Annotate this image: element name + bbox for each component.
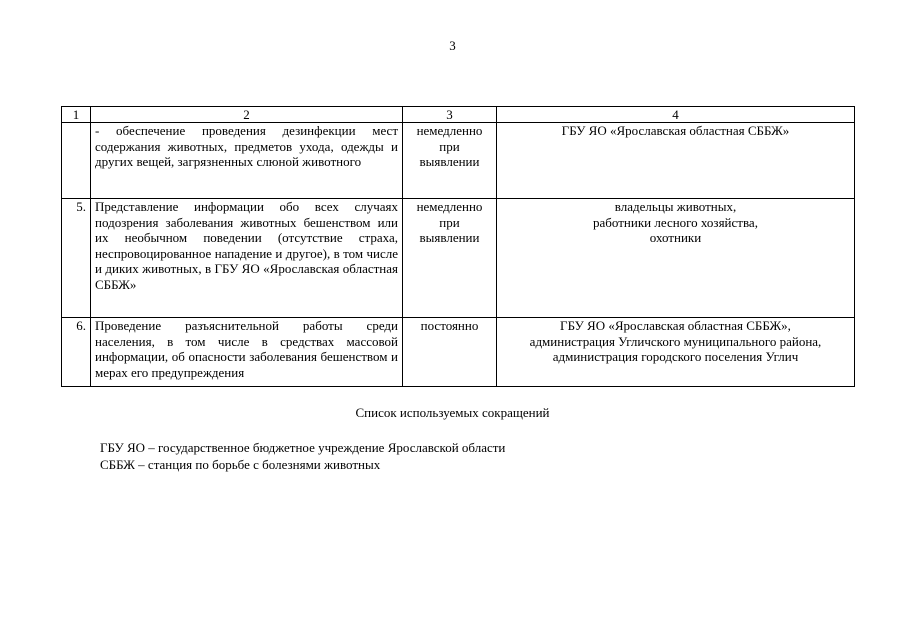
timing-line: выявлении: [419, 230, 480, 245]
row-description: Представление информации обо всех случаях подозрения заболевания животных бешенством или их необычном поведении (отсутствие страха, неспровоцированное нападение и другое), в том числе и диких животных, в ГБУ ЯО «Ярославская областная СББЖ»: [91, 199, 403, 318]
responsible-line: работники лесного хозяйства,: [593, 214, 758, 230]
row-timing: [403, 123, 497, 199]
row-responsible: [497, 123, 855, 199]
abbreviation-item: СББЖ – станция по борьбе с болезнями животных: [100, 457, 381, 472]
table-row: [62, 199, 855, 318]
row-responsible: [497, 318, 855, 387]
row-description: - обеспечение проведения дезинфекции мест содержания животных, предметов ухода, одежды и других вещей, загрязненных слюной животного: [91, 123, 403, 199]
row-responsible: [497, 199, 855, 318]
timing-line: постоянно: [420, 318, 479, 333]
responsible-line: ГБУ ЯО «Ярославская областная СББЖ»,: [560, 318, 791, 333]
row-timing: [403, 199, 497, 318]
abbreviations-list: [100, 439, 505, 473]
abbreviations-title: Список используемых сокращений: [355, 405, 550, 420]
responsible-line: владельцы животных,: [614, 199, 737, 214]
row-number: [62, 123, 91, 199]
timing-line: при: [439, 214, 460, 230]
table-header-row: [62, 107, 855, 123]
responsible-line: администрация городского поселения Углич: [552, 349, 799, 364]
table-row: [62, 318, 855, 387]
header-col-3: 3: [403, 107, 497, 123]
responsible-line: охотники: [649, 230, 702, 245]
page-number: 3: [449, 38, 456, 53]
row-number: 6.: [62, 318, 91, 387]
header-col-4: 4: [497, 107, 855, 123]
header-col-1: 1: [62, 107, 91, 123]
table-row: [62, 123, 855, 199]
timing-line: немедленно: [416, 199, 483, 214]
measures-table: [61, 106, 855, 387]
row-timing: [403, 318, 497, 387]
timing-line: при: [439, 138, 460, 154]
abbreviation-item: ГБУ ЯО – государственное бюджетное учреждение Ярославской области: [100, 440, 506, 455]
timing-line: немедленно: [416, 123, 483, 138]
header-col-2: 2: [91, 107, 403, 123]
row-description: Проведение разъяснительной работы среди населения, в том числе в средствах массовой информации, об опасности заболевания бешенством и мерах его предупреждения: [91, 318, 403, 387]
row-number: 5.: [62, 199, 91, 318]
timing-line: выявлении: [419, 154, 480, 169]
responsible-line: ГБУ ЯО «Ярославская областная СББЖ»: [561, 123, 790, 138]
responsible-line: администрация Угличского муниципального района,: [529, 333, 822, 349]
